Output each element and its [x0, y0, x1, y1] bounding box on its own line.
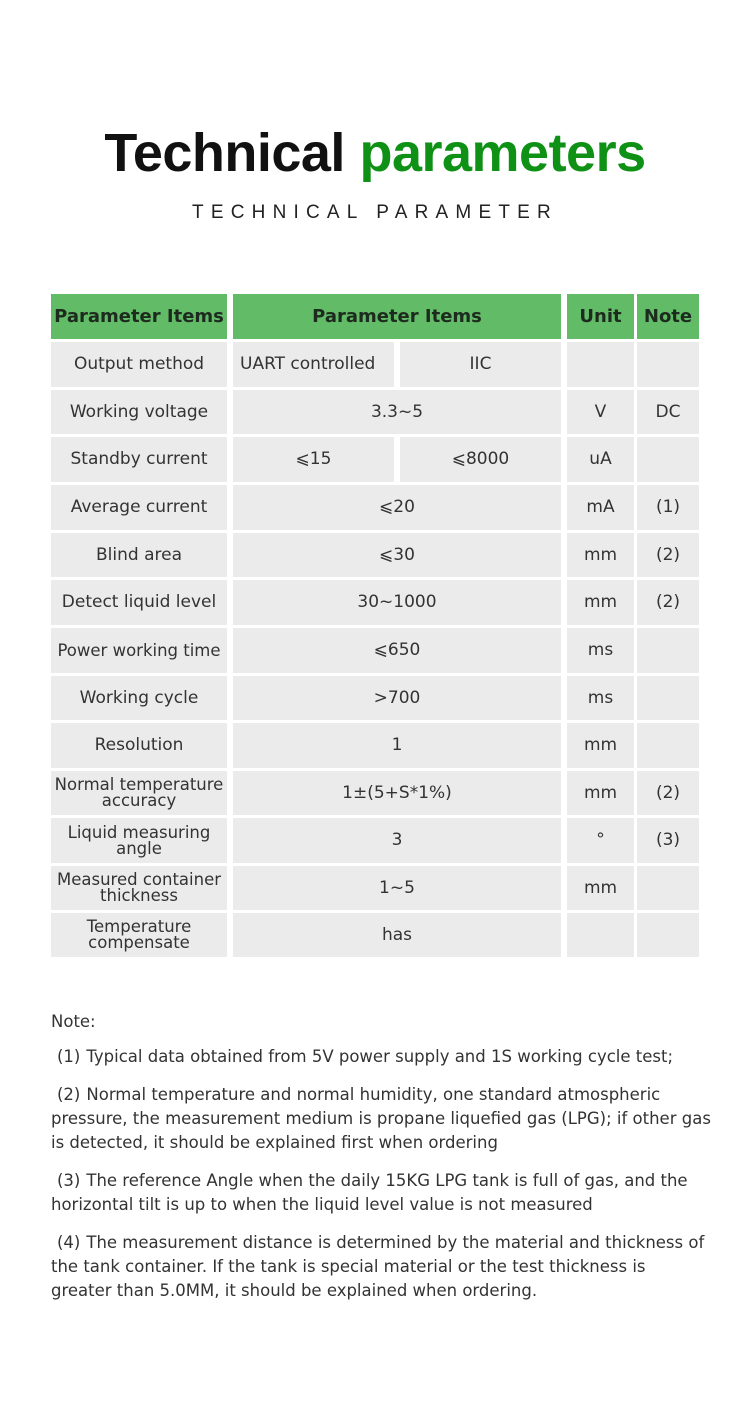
- param-value-b: ⩽8000: [400, 437, 561, 482]
- param-name: Resolution: [51, 723, 227, 768]
- param-name: Measured container thickness: [51, 866, 227, 910]
- param-unit: mA: [567, 485, 634, 530]
- param-name: Liquid measuring angle: [51, 818, 227, 863]
- note-text: The reference Angle when the daily 15KG LPG tank is full of gas, and the horizontal tilt is up to when the liquid level value is not measured: [51, 1171, 688, 1214]
- param-value: 30~1000: [233, 580, 561, 625]
- param-name: Output method: [51, 342, 227, 387]
- page-title: [0, 120, 750, 186]
- table-row: [51, 533, 699, 577]
- param-value: 3: [233, 818, 561, 863]
- param-note: (2): [637, 771, 699, 815]
- table-row: [51, 866, 699, 910]
- table-row: [51, 437, 699, 482]
- header-parameter-items: Parameter Items: [51, 294, 227, 339]
- param-value: 1±(5+S*1%): [233, 771, 561, 815]
- param-note: DC: [637, 390, 699, 434]
- param-unit: mm: [567, 533, 634, 577]
- table-row: [51, 818, 699, 863]
- table-row: [51, 771, 699, 815]
- param-unit: [567, 342, 634, 387]
- param-note: [637, 342, 699, 387]
- header-unit: Unit: [567, 294, 634, 339]
- param-name: Working cycle: [51, 676, 227, 720]
- param-note: (2): [637, 580, 699, 625]
- page-subtitle: TECHNICAL PARAMETER: [192, 202, 558, 223]
- param-name: Blind area: [51, 533, 227, 577]
- param-value: >700: [233, 676, 561, 720]
- param-name: Standby current: [51, 437, 227, 482]
- notes-title: Note:: [51, 1012, 96, 1031]
- table-row: [51, 676, 699, 720]
- param-unit: mm: [567, 866, 634, 910]
- table-row: [51, 390, 699, 434]
- param-name: Temperature compensate: [51, 913, 227, 957]
- param-unit: mm: [567, 771, 634, 815]
- param-unit: mm: [567, 723, 634, 768]
- note-item: [51, 1083, 711, 1155]
- param-value: 3.3~5: [233, 390, 561, 434]
- note-item: [51, 1169, 711, 1217]
- param-value: 1: [233, 723, 561, 768]
- table-row: [51, 913, 699, 957]
- note-text: Normal temperature and normal humidity, one standard atmospheric pressure, the measurement medium is propane liquefied gas (LPG); if other gas is detected, it should be explained first when ordering: [51, 1085, 711, 1152]
- header-parameter-values: Parameter Items: [233, 294, 561, 339]
- param-name: Detect liquid level: [51, 580, 227, 625]
- param-note: [637, 723, 699, 768]
- note-text: Typical data obtained from 5V power supply and 1S working cycle test;: [86, 1047, 674, 1066]
- note-number: (1): [57, 1047, 81, 1066]
- table-row: [51, 580, 699, 625]
- table-row: [51, 628, 699, 673]
- param-name: Working voltage: [51, 390, 227, 434]
- param-note: [637, 913, 699, 957]
- param-note: (2): [637, 533, 699, 577]
- param-value-b: IIC: [400, 342, 561, 387]
- table-header-row: [51, 294, 699, 339]
- note-number: (3): [57, 1171, 81, 1190]
- param-note: [637, 676, 699, 720]
- param-value: ⩽20: [233, 485, 561, 530]
- table-row: [51, 723, 699, 768]
- note-number: (2): [57, 1085, 81, 1104]
- note-item: [51, 1231, 711, 1303]
- param-note: [637, 437, 699, 482]
- param-unit: V: [567, 390, 634, 434]
- title-part-2: parameters: [359, 123, 646, 183]
- param-value-a: ⩽15: [233, 437, 394, 482]
- param-unit: uA: [567, 437, 634, 482]
- header-note: Note: [637, 294, 699, 339]
- param-value: ⩽30: [233, 533, 561, 577]
- param-name: Power working time: [51, 628, 227, 673]
- param-name: Average current: [51, 485, 227, 530]
- param-name: Normal temperature accuracy: [51, 771, 227, 815]
- param-unit: °: [567, 818, 634, 863]
- param-note: [637, 866, 699, 910]
- table-row: [51, 485, 699, 530]
- param-unit: ms: [567, 628, 634, 673]
- param-note: (1): [637, 485, 699, 530]
- param-unit: ms: [567, 676, 634, 720]
- note-text: The measurement distance is determined by the material and thickness of the tank container. If the tank is special material or the test thickness is greater than 5.0MM, it should be explained when ordering.: [51, 1233, 705, 1300]
- param-note: (3): [637, 818, 699, 863]
- note-item: [51, 1045, 711, 1069]
- param-unit: [567, 913, 634, 957]
- param-note: [637, 628, 699, 673]
- note-number: (4): [57, 1233, 81, 1252]
- table-row: [51, 342, 699, 387]
- title-part-1: Technical: [104, 123, 345, 183]
- notes-section: [51, 1010, 711, 1317]
- param-value: ⩽650: [233, 628, 561, 673]
- param-value: has: [233, 913, 561, 957]
- param-value: 1~5: [233, 866, 561, 910]
- param-unit: mm: [567, 580, 634, 625]
- param-value-a: UART controlled: [233, 342, 394, 387]
